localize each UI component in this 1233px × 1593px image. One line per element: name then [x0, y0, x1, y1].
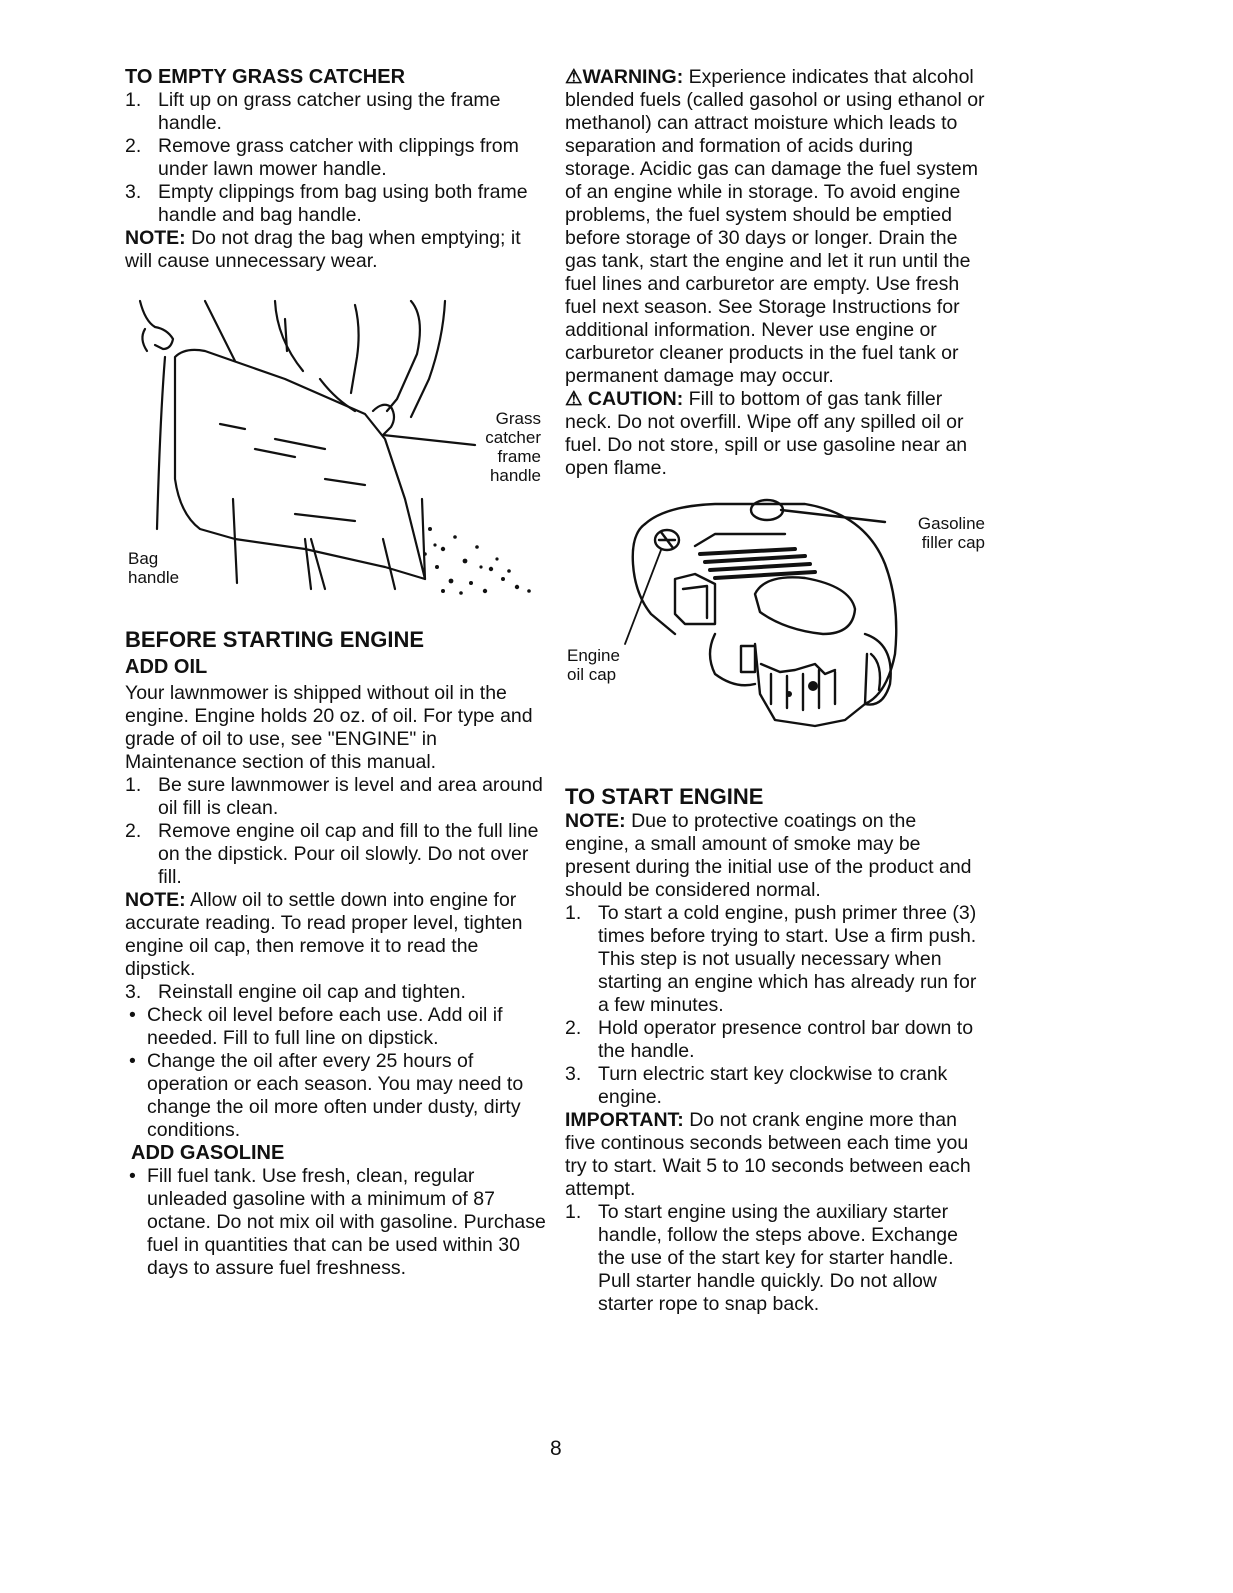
bullet-item — [125, 1050, 550, 1142]
step-text: Remove grass catcher with clippings from under lawn mower handle. — [158, 135, 519, 180]
bullet-icon: • — [129, 1004, 136, 1026]
bullet-item — [125, 1165, 550, 1280]
label-engine-oil-cap: Engine oil cap — [567, 646, 620, 684]
important-text: Do not crank engine more than five continous seconds between each time you try to start. Wait 5 to 10 seconds between each attempt. — [565, 1109, 971, 1200]
list-item — [565, 1063, 985, 1109]
list-item — [125, 981, 550, 1004]
label-bag-handle: Bag handle — [128, 549, 180, 587]
oil-bullets — [125, 1004, 550, 1142]
bullet-text: Check oil level before each use. Add oil if needed. Fill to full line on dipstick. — [147, 1004, 503, 1049]
add-oil-intro: Your lawnmower is shipped without oil in the engine. Engine holds 20 oz. of oil. For type and grade of oil to use, see "ENGINE" in Maintenance section of this manual. — [125, 682, 533, 773]
empty-catcher-heading: TO EMPTY GRASS CATCHER — [125, 66, 406, 88]
bullet-item — [125, 1004, 550, 1050]
bullet-text: Change the oil after every 25 hours of operation or each season. You may need to change the oil more often under dusty, dirty conditions. — [147, 1050, 524, 1141]
step-text: Lift up on grass catcher using the frame handle. — [158, 89, 501, 134]
engine-figure — [565, 494, 985, 774]
list-item — [125, 89, 550, 135]
add-oil-note — [125, 889, 550, 981]
step-text: Hold operator presence control bar down to the handle. — [598, 1017, 974, 1062]
step-number: 2. — [125, 820, 142, 842]
grass-catcher-figure — [125, 299, 545, 599]
left-column — [125, 66, 550, 1280]
start-engine-note — [565, 810, 985, 902]
empty-catcher-steps — [125, 89, 550, 227]
add-gasoline-heading: ADD GASOLINE — [131, 1142, 285, 1164]
step-text: To start a cold engine, push primer three (3) times before trying to start. Use a firm push. This step is not usually necessary when starting an engine which has already run for a few minutes. — [598, 902, 977, 1016]
page-number: 8 — [550, 1437, 562, 1460]
step-number: 1. — [565, 1201, 582, 1223]
note-label: NOTE: — [125, 889, 186, 911]
step-number: 1. — [565, 902, 582, 924]
step-number: 2. — [125, 135, 142, 157]
list-item — [125, 820, 550, 889]
important-label: IMPORTANT: — [565, 1109, 684, 1131]
right-column — [565, 66, 985, 1316]
list-item — [125, 135, 550, 181]
start-engine-steps — [565, 902, 985, 1109]
step-number: 1. — [125, 774, 142, 796]
list-item — [565, 902, 985, 1017]
caution-icon: ⚠ — [565, 388, 583, 410]
warning-icon: ⚠ — [565, 66, 583, 88]
step-text: Empty clippings from bag using both frame handle and bag handle. — [158, 181, 528, 226]
add-oil-heading: ADD OIL — [125, 656, 208, 678]
step-number: 3. — [565, 1063, 582, 1085]
list-item — [125, 181, 550, 227]
caution-text: Fill to bottom of gas tank filler neck. Do not overfill. Wipe off any spilled oil or fuel. Do not store, spill or use gasoline near an open flame. — [565, 388, 968, 479]
step-number: 1. — [125, 89, 142, 111]
start-engine-heading: TO START ENGINE — [565, 784, 764, 809]
note-label: NOTE: — [565, 810, 626, 832]
note-text: Do not drag the bag when emptying; it will cause unnecessary wear. — [125, 227, 521, 272]
important-paragraph — [565, 1109, 985, 1201]
note-label: NOTE: — [125, 227, 186, 249]
add-oil-steps-a — [125, 774, 550, 889]
label-gasoline-filler-cap: Gasoline filler cap — [917, 514, 985, 552]
caution-paragraph — [565, 388, 985, 480]
list-item — [125, 774, 550, 820]
step-text: Be sure lawnmower is level and area around oil fill is clean. — [158, 774, 543, 819]
empty-catcher-note — [125, 227, 550, 273]
label-frame-handle: Grass catcher frame handle — [485, 409, 541, 485]
step-text: Turn electric start key clockwise to crank engine. — [598, 1063, 948, 1108]
note-text: Due to protective coatings on the engine, a small amount of smoke may be present during the initial use of the product and should be considered normal. — [565, 810, 972, 901]
list-item — [565, 1201, 985, 1316]
step-text: To start engine using the auxiliary starter handle, follow the steps above. Exchange the use of the start key for starter handle. Pull starter handle quickly. Do not allow starter rope to snap back. — [598, 1201, 958, 1315]
list-item — [565, 1017, 985, 1063]
before-starting-heading: BEFORE STARTING ENGINE — [125, 627, 425, 652]
note-text: Allow oil to settle down into engine for accurate reading. To read proper level, tighten engine oil cap, then remove it to read the dipstick. — [125, 889, 523, 980]
step-number: 3. — [125, 981, 142, 1003]
step-number: 2. — [565, 1017, 582, 1039]
step-text: Remove engine oil cap and fill to the full line on the dipstick. Pour oil slowly. Do not over fill. — [158, 820, 539, 888]
warning-label: WARNING: — [582, 66, 684, 88]
warning-paragraph — [565, 66, 985, 388]
caution-label: CAUTION: — [587, 388, 684, 410]
warning-text: Experience indicates that alcohol blended fuels (called gasohol or using ethanol or methanol) can attract moisture which leads to separation and formation of acids during storage. Acidic gas can damage the fuel system of an engine while in storage. To avoid engine problems, the fuel system should be emptied before storage of 30 days or longer. Drain the gas tank, start the engine and let it run until the fuel lines and carburetor are empty. Use fresh fuel next season. See Storage Instructions for additional information. Never use engine or carburetor cleaner products in the fuel tank or permanent damage may occur. — [565, 66, 985, 387]
step-number: 3. — [125, 181, 142, 203]
bullet-icon: • — [129, 1050, 136, 1072]
step-text: Reinstall engine oil cap and tighten. — [158, 981, 466, 1003]
bullet-text: Fill fuel tank. Use fresh, clean, regular unleaded gasoline with a minimum of 87 octane. Do not mix oil with gasoline. Purchase fuel in quantities that can be used within 30 days to assure fuel freshness. — [147, 1165, 546, 1279]
bullet-icon: • — [129, 1165, 136, 1187]
